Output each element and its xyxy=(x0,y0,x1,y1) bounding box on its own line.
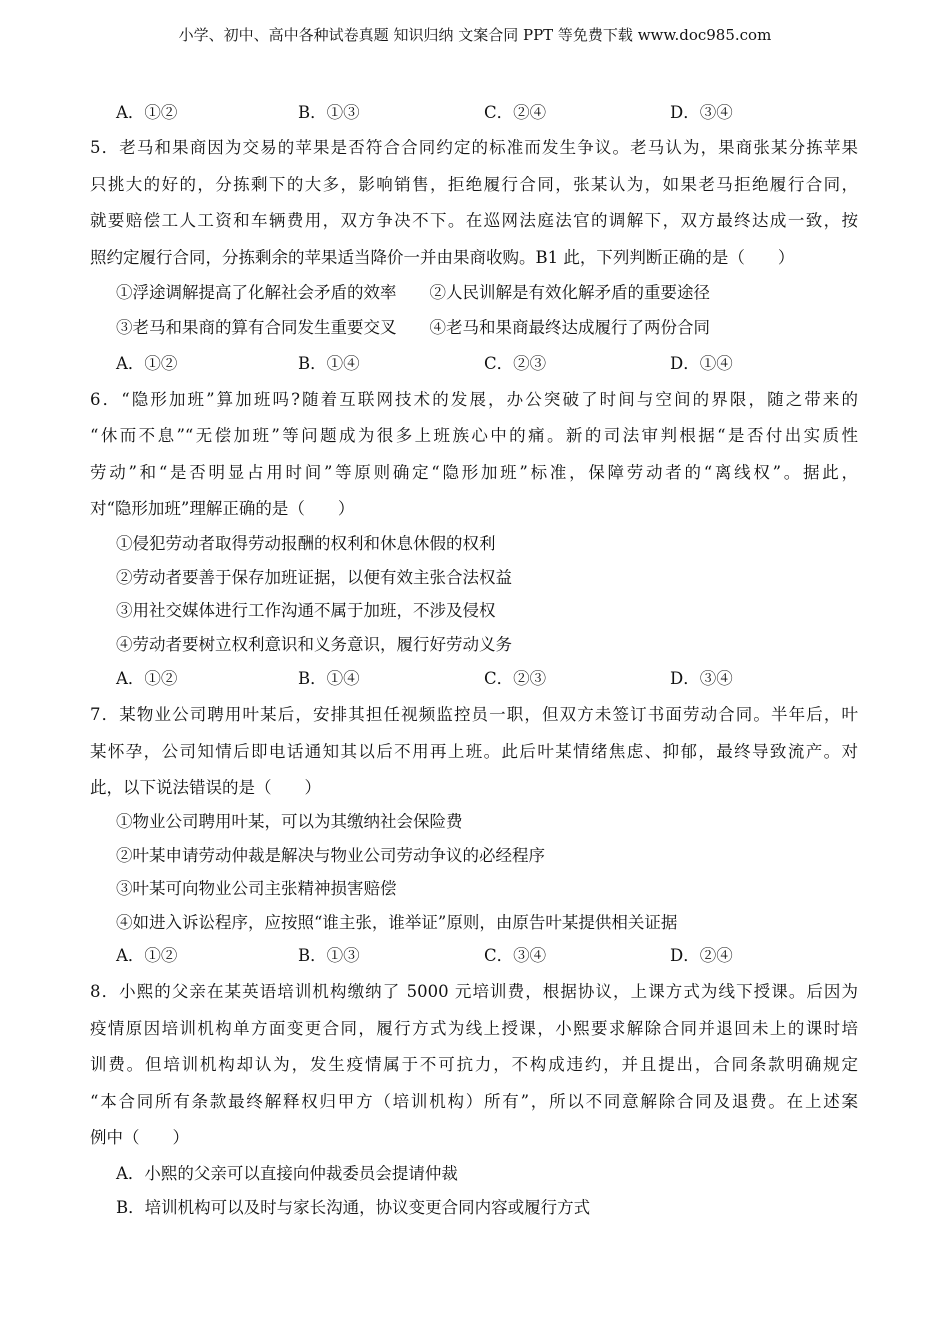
question-text-line: 例中（ ） xyxy=(90,1128,189,1147)
statement-item: ②劳动者要善于保存加班证据，以便有效主张合法权益 xyxy=(116,567,512,587)
answer-option: A．①② xyxy=(116,946,178,965)
statement-item: A．小熙的父亲可以直接向仲裁委员会提请仲裁 xyxy=(116,1164,458,1183)
answer-option: A．①② xyxy=(116,354,178,373)
question-text-line: 8．小熙的父亲在某英语培训机构缴纳了 5000 元培训费，根据协议，上课方式为线下授课。后因为 xyxy=(90,982,858,1001)
answer-option: D．③④ xyxy=(670,669,733,688)
statement-item: ③叶某可向物业公司主张精神损害赔偿 xyxy=(116,879,397,899)
answer-option: A．①② xyxy=(116,669,178,688)
question-text-line: 7．某物业公司聘用叶某后，安排其担任视频监控员一职，但双方未签订书面劳动合同。半年后，叶 xyxy=(90,705,858,724)
question-text-line: “休而不息”“无偿加班”等问题成为很多上班族心中的痛。新的司法审判根据“是否付出实质性 xyxy=(90,426,858,446)
question-text-line: 训费。但培训机构却认为，发生疫情属于不可抗力，不构成违约，并且提出，合同条款明确规定 xyxy=(90,1055,858,1074)
answer-option: C．③④ xyxy=(484,946,547,965)
answer-option: B．①④ xyxy=(298,669,360,688)
statement-item: ③老马和果商的算有合同发生重要交叉 ④老马和果商最终达成履行了两份合同 xyxy=(116,318,710,337)
statement-item: ②叶某申请劳动仲裁是解决与物业公司劳动争议的必经程序 xyxy=(116,845,545,865)
statement-item: ①浮途调解提高了化解社会矛盾的效率 ②人民训解是有效化解矛盾的重要途径 xyxy=(116,283,710,302)
statement-item: B．培训机构可以及时与家长沟通，协议变更合同内容或履行方式 xyxy=(116,1198,591,1217)
question-text-line: 只挑大的好的，分拣剩下的大多，影响销售，拒绝履行合同，张某认为，如果老马拒绝履行合同， xyxy=(90,174,858,194)
question-text-line: 此，以下说法错误的是（ ） xyxy=(90,778,321,797)
question-text-line: 某怀孕，公司知情后即电话通知其以后不用再上班。此后叶某情绪焦虑、抑郁，最终导致流产。对 xyxy=(90,741,858,761)
question-text-line: 5．老马和果商因为交易的苹果是否符合合同约定的标准而发生争议。老马认为，果商张某分拣苹果 xyxy=(90,138,858,157)
statement-item: ①侵犯劳动者取得劳动报酬的权利和休息休假的权利 xyxy=(116,534,496,553)
question-text-line: “本合同所有条款最终解释权归甲方（培训机构）所有”，所以不同意解除合同及退费。在上述案 xyxy=(90,1091,858,1111)
page-header: 小学、初中、高中各种试卷真题 知识归纳 文案合同 PPT 等免费下载 www.doc985.com xyxy=(178,26,772,44)
answer-option: C．②④ xyxy=(484,103,547,122)
question-text-line: 就要赔偿工人工资和车辆费用，双方争决不下。在巡网法庭法官的调解下，双方最终达成一致，按 xyxy=(90,211,858,231)
question-text-line: 对“隐形加班”理解正确的是（ ） xyxy=(90,499,355,519)
answer-option: B．①④ xyxy=(298,354,360,373)
answer-option: A．①② xyxy=(116,103,178,122)
question-text-line: 照约定履行合同，分拣剩余的苹果适当降价一并由果商收购。B1 此，下列判断正确的是（ ） xyxy=(90,248,795,268)
statement-item: ④劳动者要树立权利意识和义务意识，履行好劳动义务 xyxy=(116,635,512,655)
answer-option: C．②③ xyxy=(484,354,547,373)
question-text-line: 疫情原因培训机构单方面变更合同，履行方式为线上授课，小熙要求解除合同并退回未上的课时培 xyxy=(90,1018,858,1038)
answer-option: D．②④ xyxy=(670,946,733,965)
answer-option: B．①③ xyxy=(298,103,360,122)
answer-option: B．①③ xyxy=(298,946,360,965)
answer-option: C．②③ xyxy=(484,669,547,688)
question-text-line: 劳动”和“是否明显占用时间”等原则确定“隐形加班”标准，保障劳动者的“离线权”。据此， xyxy=(90,462,858,482)
statement-item: ③用社交媒体进行工作沟通不属于加班，不涉及侵权 xyxy=(116,601,496,621)
question-text-line: 6．“隐形加班”算加班吗?随着互联网技术的发展，办公突破了时间与空间的界限，随之带来的 xyxy=(90,390,858,409)
answer-option: D．①④ xyxy=(670,354,733,373)
statement-item: ①物业公司聘用叶某，可以为其缴纳社会保险费 xyxy=(116,812,463,831)
statement-item: ④如进入诉讼程序，应按照“谁主张，谁举证”原则，由原告叶某提供相关证据 xyxy=(116,913,678,933)
answer-option: D．③④ xyxy=(670,103,733,122)
